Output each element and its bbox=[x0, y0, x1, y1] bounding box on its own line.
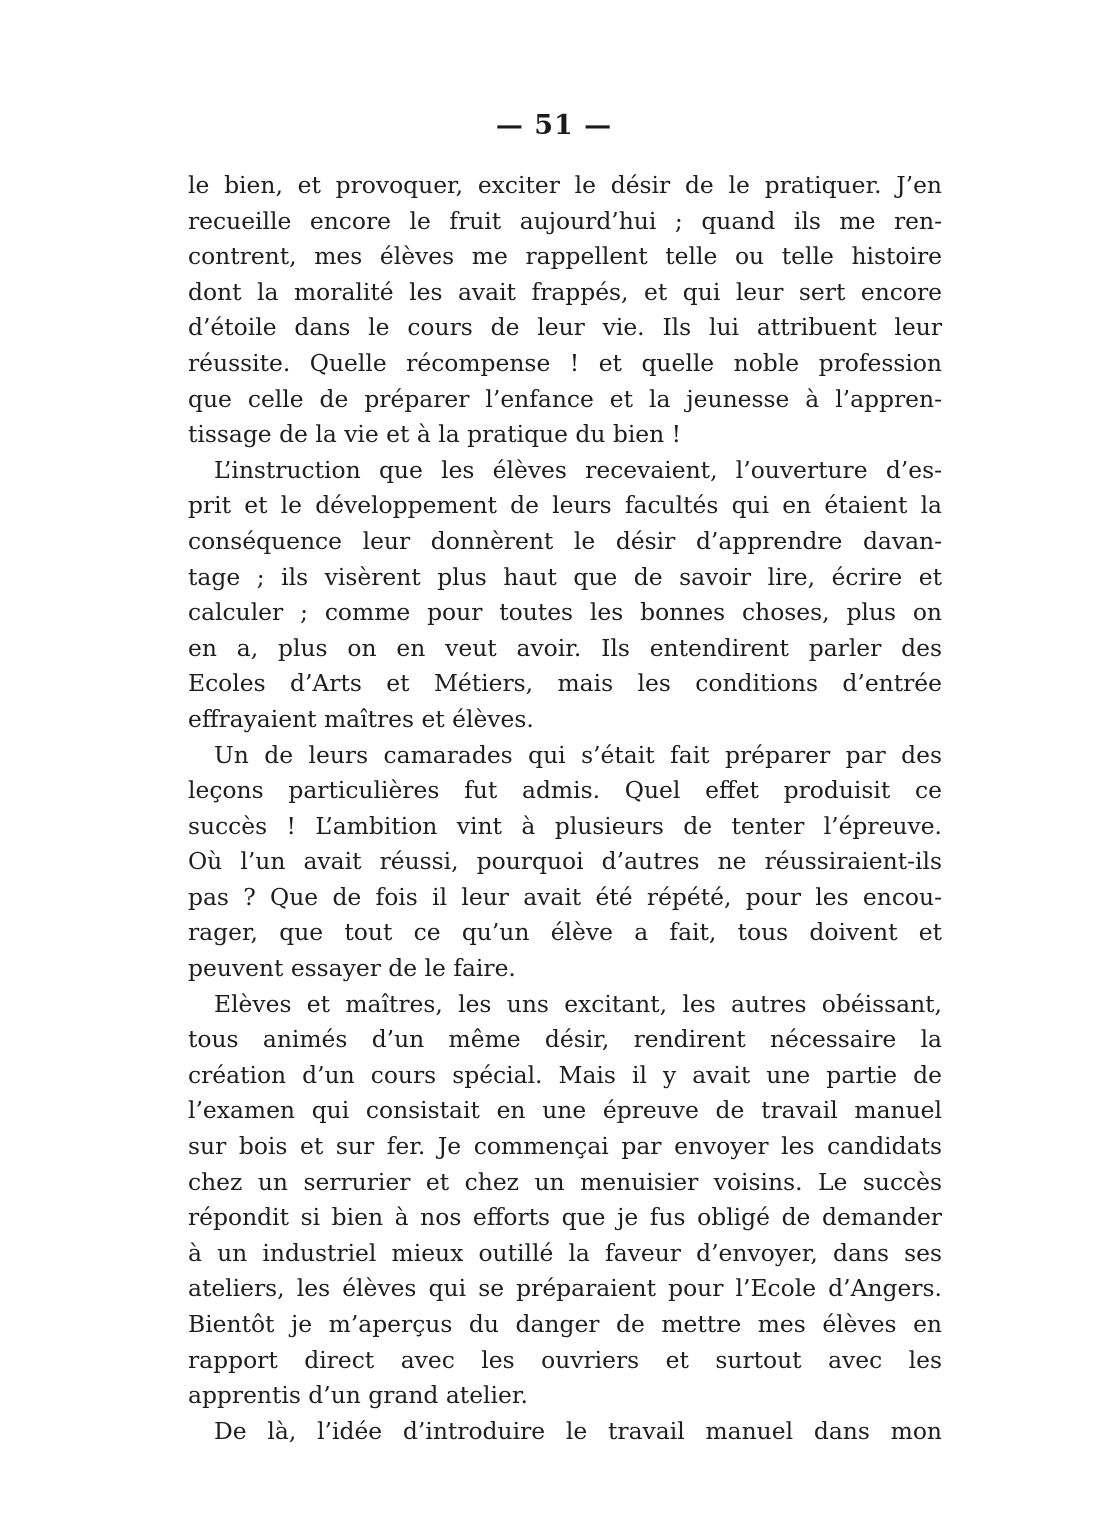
text-line: d’étoile dans le cours de leur vie. Ils lui attribuent leur bbox=[188, 313, 942, 342]
text-line: tous animés d’un même désir, rendirent nécessaire la bbox=[188, 1025, 942, 1054]
text-line: calculer ; comme pour toutes les bonnes choses, plus on bbox=[188, 598, 942, 627]
text-line: recueille encore le fruit aujourd’hui ; quand ils me ren- bbox=[188, 206, 942, 235]
text-line: Où l’un avait réussi, pourquoi d’autres ne réussiraient-ils bbox=[188, 847, 942, 876]
text-line: ateliers, les élèves qui se préparaient pour l’Ecole d’Angers. bbox=[188, 1274, 942, 1303]
text-line: peuvent essayer de le faire. bbox=[188, 954, 516, 983]
text-line: répondit si bien à nos efforts que je fus obligé de demander bbox=[188, 1203, 942, 1232]
text-line: tage ; ils visèrent plus haut que de savoir lire, écrire et bbox=[188, 562, 942, 591]
paragraph bbox=[188, 738, 942, 987]
text-line: en a, plus on en veut avoir. Ils entendirent parler des bbox=[188, 633, 942, 662]
text-line: prit et le développement de leurs facultés qui en étaient la bbox=[188, 491, 942, 520]
paragraph bbox=[188, 453, 942, 738]
text-line: chez un serrurier et chez un menuisier voisins. Le succès bbox=[188, 1167, 942, 1196]
text-line: De là, l’idée d’introduire le travail manuel dans mon bbox=[214, 1416, 942, 1445]
text-line: création d’un cours spécial. Mais il y avait une partie de bbox=[188, 1060, 942, 1089]
paragraph bbox=[188, 1414, 942, 1450]
text-line: que celle de préparer l’enfance et la jeunesse à l’appren- bbox=[188, 384, 942, 413]
text-line: Bientôt je m’aperçus du danger de mettre mes élèves en bbox=[188, 1310, 942, 1338]
text-line: Elèves et maîtres, les uns excitant, les autres obéissant, bbox=[214, 989, 942, 1018]
paragraph bbox=[188, 987, 942, 1414]
text-line: le bien, et provoquer, exciter le désir de le pratiquer. J’en bbox=[188, 171, 942, 199]
text-line: l’examen qui consistait en une épreuve de travail manuel bbox=[188, 1096, 942, 1125]
text-line: à un industriel mieux outillé la faveur d’envoyer, dans ses bbox=[188, 1238, 942, 1267]
text-line: dont la moralité les avait frappés, et qui leur sert encore bbox=[188, 277, 942, 306]
text-line: L’instruction que les élèves recevaient, l’ouverture d’es- bbox=[214, 455, 942, 484]
text-line: apprentis d’un grand atelier. bbox=[188, 1381, 528, 1410]
paragraph bbox=[188, 168, 942, 453]
text-line: réussite. Quelle récompense ! et quelle noble profession bbox=[188, 348, 942, 377]
page-number: — 51 — bbox=[495, 110, 613, 141]
text-line: pas ? Que de fois il leur avait été répété, pour les encou- bbox=[188, 882, 942, 911]
text-line: rager, que tout ce qu’un élève a fait, tous doivent et bbox=[188, 918, 942, 947]
text-line: sur bois et sur fer. Je commençai par envoyer les candidats bbox=[188, 1132, 942, 1161]
text-line: tissage de la vie et à la pratique du bien ! bbox=[188, 420, 682, 449]
text-line: Ecoles d’Arts et Métiers, mais les conditions d’entrée bbox=[188, 669, 942, 698]
text-line: succès ! L’ambition vint à plusieurs de tenter l’épreuve. bbox=[188, 811, 942, 840]
text-line: effrayaient maîtres et élèves. bbox=[188, 704, 534, 733]
text-line: leçons particulières fut admis. Quel effet produisit ce bbox=[188, 776, 942, 805]
body-text bbox=[188, 168, 942, 1449]
text-line: conséquence leur donnèrent le désir d’apprendre davan- bbox=[188, 526, 942, 555]
text-line: rapport direct avec les ouvriers et surtout avec les bbox=[188, 1345, 942, 1374]
text-line: Un de leurs camarades qui s’était fait préparer par des bbox=[214, 740, 942, 769]
text-line: contrent, mes élèves me rappellent telle ou telle histoire bbox=[188, 242, 942, 271]
